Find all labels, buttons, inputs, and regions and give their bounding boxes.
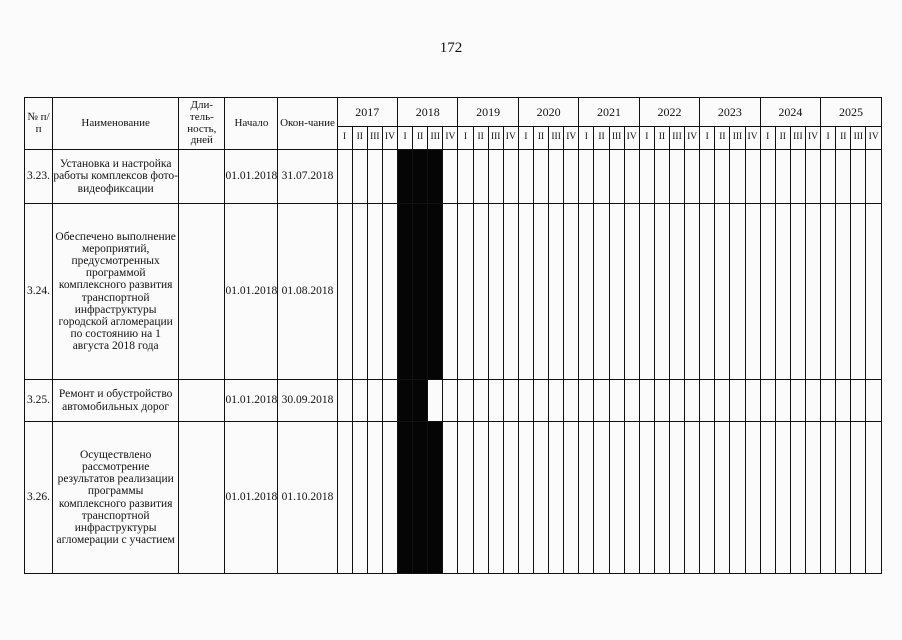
quarter-cell-2024-IV	[805, 204, 820, 380]
quarter-cell-2021-I	[579, 204, 594, 380]
row-number: 3.24.	[25, 204, 53, 380]
quarter-header-2024-IV: IV	[805, 127, 820, 150]
gantt-schedule-table	[24, 97, 882, 574]
quarter-cell-2021-I	[579, 380, 594, 422]
quarter-cell-2021-II	[594, 422, 609, 574]
quarter-cell-2018-II	[413, 380, 428, 422]
quarter-cell-2019-II	[473, 150, 488, 204]
row-start-date: 01.01.2018	[225, 380, 278, 422]
quarter-cell-2024-II	[775, 380, 790, 422]
quarter-cell-2021-I	[579, 422, 594, 574]
quarter-cell-2022-I	[639, 380, 654, 422]
quarter-cell-2022-IV	[685, 380, 700, 422]
quarter-cell-2017-IV	[382, 204, 397, 380]
quarter-cell-2019-II	[473, 422, 488, 574]
quarter-cell-2025-II	[836, 422, 851, 574]
column-header-start: Начало	[225, 98, 278, 150]
quarter-cell-2022-I	[639, 422, 654, 574]
quarter-cell-2020-IV	[564, 204, 579, 380]
quarter-cell-2019-IV	[503, 422, 518, 574]
row-duration	[179, 422, 225, 574]
row-end-date: 31.07.2018	[278, 150, 337, 204]
quarter-header-2024-III: III	[790, 127, 805, 150]
quarter-cell-2023-III	[730, 422, 745, 574]
quarter-cell-2024-III	[790, 150, 805, 204]
quarter-cell-2017-IV	[382, 422, 397, 574]
quarter-cell-2023-II	[715, 204, 730, 380]
quarter-header-2021-I: I	[579, 127, 594, 150]
column-header-duration: Дли-тель-ность, дней	[179, 98, 225, 150]
year-header-2025: 2025	[821, 98, 882, 127]
quarter-cell-2025-I	[821, 150, 836, 204]
quarter-cell-2022-III	[669, 380, 684, 422]
row-number: 3.26.	[25, 422, 53, 574]
quarter-cell-2022-I	[639, 204, 654, 380]
quarter-cell-2025-III	[851, 204, 866, 380]
quarter-cell-2021-IV	[624, 204, 639, 380]
quarter-cell-2018-I	[398, 204, 413, 380]
quarter-cell-2024-III	[790, 204, 805, 380]
quarter-cell-2021-IV	[624, 380, 639, 422]
quarter-cell-2017-II	[352, 150, 367, 204]
quarter-cell-2017-IV	[382, 380, 397, 422]
quarter-cell-2017-I	[337, 380, 352, 422]
quarter-cell-2018-I	[398, 150, 413, 204]
quarter-cell-2017-III	[367, 422, 382, 574]
quarter-cell-2021-II	[594, 204, 609, 380]
year-header-2020: 2020	[518, 98, 578, 127]
row-duration	[179, 380, 225, 422]
quarter-cell-2019-I	[458, 204, 473, 380]
quarter-cell-2024-II	[775, 204, 790, 380]
quarter-cell-2023-I	[700, 150, 715, 204]
quarter-cell-2023-II	[715, 422, 730, 574]
table-row	[25, 204, 882, 380]
quarter-cell-2017-II	[352, 422, 367, 574]
quarter-cell-2019-IV	[503, 204, 518, 380]
quarter-cell-2018-IV	[443, 150, 458, 204]
quarter-cell-2024-I	[760, 422, 775, 574]
quarter-cell-2019-II	[473, 380, 488, 422]
quarter-header-2022-I: I	[639, 127, 654, 150]
quarter-cell-2018-I	[398, 380, 413, 422]
quarter-cell-2018-IV	[443, 204, 458, 380]
quarter-header-2019-III: III	[488, 127, 503, 150]
row-start-date: 01.01.2018	[225, 422, 278, 574]
quarter-cell-2024-I	[760, 380, 775, 422]
table-body	[25, 150, 882, 574]
quarter-cell-2017-III	[367, 204, 382, 380]
row-name: Осуществлено рассмотрение результатов реализации программы комплексного развития транспортной инфраструктуры агломерации с участием	[53, 422, 179, 574]
quarter-cell-2023-IV	[745, 422, 760, 574]
quarter-cell-2020-II	[533, 204, 548, 380]
quarter-cell-2023-I	[700, 204, 715, 380]
quarter-cell-2017-III	[367, 150, 382, 204]
quarter-cell-2021-III	[609, 422, 624, 574]
table-header	[25, 98, 882, 150]
quarter-cell-2024-I	[760, 150, 775, 204]
table-row	[25, 380, 882, 422]
quarter-cell-2025-I	[821, 422, 836, 574]
quarter-cell-2021-I	[579, 150, 594, 204]
table-row	[25, 422, 882, 574]
quarter-cell-2020-I	[518, 422, 533, 574]
quarter-header-2019-IV: IV	[503, 127, 518, 150]
page-number: 172	[439, 40, 463, 56]
quarter-cell-2024-II	[775, 150, 790, 204]
quarter-cell-2020-II	[533, 150, 548, 204]
quarter-cell-2025-IV	[866, 204, 882, 380]
quarter-cell-2018-I	[398, 422, 413, 574]
row-number: 3.25.	[25, 380, 53, 422]
year-header-row	[25, 98, 882, 127]
quarter-cell-2021-IV	[624, 150, 639, 204]
row-name: Установка и настройка работы комплексов фото-видеофиксации	[53, 150, 179, 204]
quarter-cell-2025-III	[851, 380, 866, 422]
quarter-cell-2024-III	[790, 422, 805, 574]
row-start-date: 01.01.2018	[225, 150, 278, 204]
quarter-cell-2022-I	[639, 150, 654, 204]
quarter-cell-2018-IV	[443, 422, 458, 574]
quarter-cell-2018-III	[428, 150, 443, 204]
quarter-cell-2020-III	[549, 204, 564, 380]
quarter-header-2018-III: III	[428, 127, 443, 150]
quarter-cell-2022-II	[654, 204, 669, 380]
quarter-cell-2023-III	[730, 150, 745, 204]
quarter-header-2021-IV: IV	[624, 127, 639, 150]
quarter-cell-2025-IV	[866, 380, 882, 422]
quarter-header-2020-III: III	[549, 127, 564, 150]
quarter-cell-2020-I	[518, 380, 533, 422]
quarter-cell-2020-III	[549, 150, 564, 204]
year-header-2018: 2018	[398, 98, 458, 127]
quarter-cell-2024-I	[760, 204, 775, 380]
quarter-cell-2024-II	[775, 422, 790, 574]
row-end-date: 01.08.2018	[278, 204, 337, 380]
quarter-header-2025-I: I	[821, 127, 836, 150]
quarter-cell-2022-III	[669, 204, 684, 380]
quarter-cell-2025-I	[821, 380, 836, 422]
quarter-cell-2022-II	[654, 422, 669, 574]
quarter-header-2019-II: II	[473, 127, 488, 150]
quarter-cell-2020-IV	[564, 150, 579, 204]
quarter-cell-2019-III	[488, 422, 503, 574]
quarter-header-2020-II: II	[533, 127, 548, 150]
quarter-cell-2018-III	[428, 204, 443, 380]
quarter-cell-2020-II	[533, 422, 548, 574]
quarter-header-2024-II: II	[775, 127, 790, 150]
row-duration	[179, 204, 225, 380]
quarter-header-2020-I: I	[518, 127, 533, 150]
quarter-cell-2022-IV	[685, 422, 700, 574]
quarter-cell-2019-III	[488, 204, 503, 380]
row-name: Обеспечено выполнение мероприятий, предусмотренных программой комплексного развития транспортной инфраструктуры городской агломерации по состоянию на 1 августа 2018 года	[53, 204, 179, 380]
quarter-cell-2025-IV	[866, 150, 882, 204]
year-header-2023: 2023	[700, 98, 760, 127]
quarter-header-2023-III: III	[730, 127, 745, 150]
quarter-header-2020-IV: IV	[564, 127, 579, 150]
year-header-2024: 2024	[760, 98, 820, 127]
quarter-header-2025-II: II	[836, 127, 851, 150]
quarter-cell-2017-II	[352, 380, 367, 422]
quarter-cell-2022-II	[654, 380, 669, 422]
quarter-header-2022-II: II	[654, 127, 669, 150]
quarter-cell-2020-III	[549, 380, 564, 422]
quarter-cell-2018-IV	[443, 380, 458, 422]
quarter-cell-2019-I	[458, 150, 473, 204]
column-header-number: № п/п	[25, 98, 53, 150]
quarter-cell-2019-II	[473, 204, 488, 380]
quarter-cell-2019-IV	[503, 380, 518, 422]
quarter-cell-2018-II	[413, 204, 428, 380]
quarter-header-2024-I: I	[760, 127, 775, 150]
row-end-date: 01.10.2018	[278, 422, 337, 574]
quarter-cell-2023-IV	[745, 380, 760, 422]
quarter-cell-2017-I	[337, 422, 352, 574]
quarter-cell-2021-III	[609, 380, 624, 422]
quarter-header-2017-II: II	[352, 127, 367, 150]
quarter-header-2023-I: I	[700, 127, 715, 150]
quarter-header-2025-III: III	[851, 127, 866, 150]
quarter-cell-2017-IV	[382, 150, 397, 204]
quarter-cell-2022-III	[669, 150, 684, 204]
quarter-cell-2017-I	[337, 204, 352, 380]
quarter-header-2017-III: III	[367, 127, 382, 150]
quarter-cell-2024-IV	[805, 380, 820, 422]
quarter-cell-2021-III	[609, 150, 624, 204]
quarter-cell-2025-II	[836, 150, 851, 204]
quarter-cell-2023-IV	[745, 150, 760, 204]
quarter-cell-2025-IV	[866, 422, 882, 574]
quarter-header-2017-IV: IV	[382, 127, 397, 150]
quarter-cell-2022-IV	[685, 150, 700, 204]
year-header-2017: 2017	[337, 98, 397, 127]
quarter-cell-2017-II	[352, 204, 367, 380]
quarter-cell-2024-III	[790, 380, 805, 422]
quarter-header-2018-II: II	[413, 127, 428, 150]
year-header-2019: 2019	[458, 98, 518, 127]
quarter-header-2022-IV: IV	[685, 127, 700, 150]
quarter-cell-2021-IV	[624, 422, 639, 574]
quarter-cell-2019-I	[458, 422, 473, 574]
year-header-2021: 2021	[579, 98, 639, 127]
quarter-cell-2021-II	[594, 380, 609, 422]
quarter-cell-2025-I	[821, 204, 836, 380]
quarter-cell-2018-III	[428, 380, 443, 422]
quarter-cell-2020-III	[549, 422, 564, 574]
quarter-header-2022-III: III	[669, 127, 684, 150]
quarter-cell-2020-II	[533, 380, 548, 422]
quarter-cell-2017-III	[367, 380, 382, 422]
quarter-cell-2018-II	[413, 422, 428, 574]
quarter-cell-2019-III	[488, 380, 503, 422]
quarter-cell-2025-III	[851, 150, 866, 204]
quarter-cell-2022-III	[669, 422, 684, 574]
quarter-cell-2023-III	[730, 204, 745, 380]
quarter-cell-2025-II	[836, 204, 851, 380]
quarter-cell-2023-II	[715, 380, 730, 422]
quarter-cell-2020-I	[518, 204, 533, 380]
year-header-2022: 2022	[639, 98, 699, 127]
quarter-header-2021-III: III	[609, 127, 624, 150]
quarter-cell-2023-III	[730, 380, 745, 422]
quarter-cell-2018-II	[413, 150, 428, 204]
quarter-header-2025-IV: IV	[866, 127, 882, 150]
quarter-cell-2017-I	[337, 150, 352, 204]
quarter-cell-2020-I	[518, 150, 533, 204]
quarter-cell-2023-II	[715, 150, 730, 204]
quarter-cell-2019-IV	[503, 150, 518, 204]
quarter-cell-2019-I	[458, 380, 473, 422]
column-header-name: Наименование	[53, 98, 179, 150]
quarter-header-2021-II: II	[594, 127, 609, 150]
quarter-cell-2022-II	[654, 150, 669, 204]
quarter-cell-2024-IV	[805, 150, 820, 204]
row-end-date: 30.09.2018	[278, 380, 337, 422]
quarter-cell-2025-II	[836, 380, 851, 422]
quarter-cell-2024-IV	[805, 422, 820, 574]
quarter-header-2018-I: I	[398, 127, 413, 150]
quarter-cell-2021-II	[594, 150, 609, 204]
quarter-header-2018-IV: IV	[443, 127, 458, 150]
quarter-cell-2023-I	[700, 422, 715, 574]
quarter-header-2023-II: II	[715, 127, 730, 150]
table-row	[25, 150, 882, 204]
quarter-cell-2020-IV	[564, 422, 579, 574]
row-duration	[179, 150, 225, 204]
quarter-cell-2020-IV	[564, 380, 579, 422]
quarter-cell-2021-III	[609, 204, 624, 380]
quarter-cell-2022-IV	[685, 204, 700, 380]
quarter-cell-2018-III	[428, 422, 443, 574]
column-header-end: Окон-чание	[278, 98, 337, 150]
quarter-cell-2023-IV	[745, 204, 760, 380]
quarter-header-2023-IV: IV	[745, 127, 760, 150]
quarter-cell-2019-III	[488, 150, 503, 204]
quarter-cell-2025-III	[851, 422, 866, 574]
quarter-header-2017-I: I	[337, 127, 352, 150]
quarter-header-2019-I: I	[458, 127, 473, 150]
row-start-date: 01.01.2018	[225, 204, 278, 380]
row-number: 3.23.	[25, 150, 53, 204]
row-name: Ремонт и обустройство автомобильных дорог	[53, 380, 179, 422]
quarter-cell-2023-I	[700, 380, 715, 422]
